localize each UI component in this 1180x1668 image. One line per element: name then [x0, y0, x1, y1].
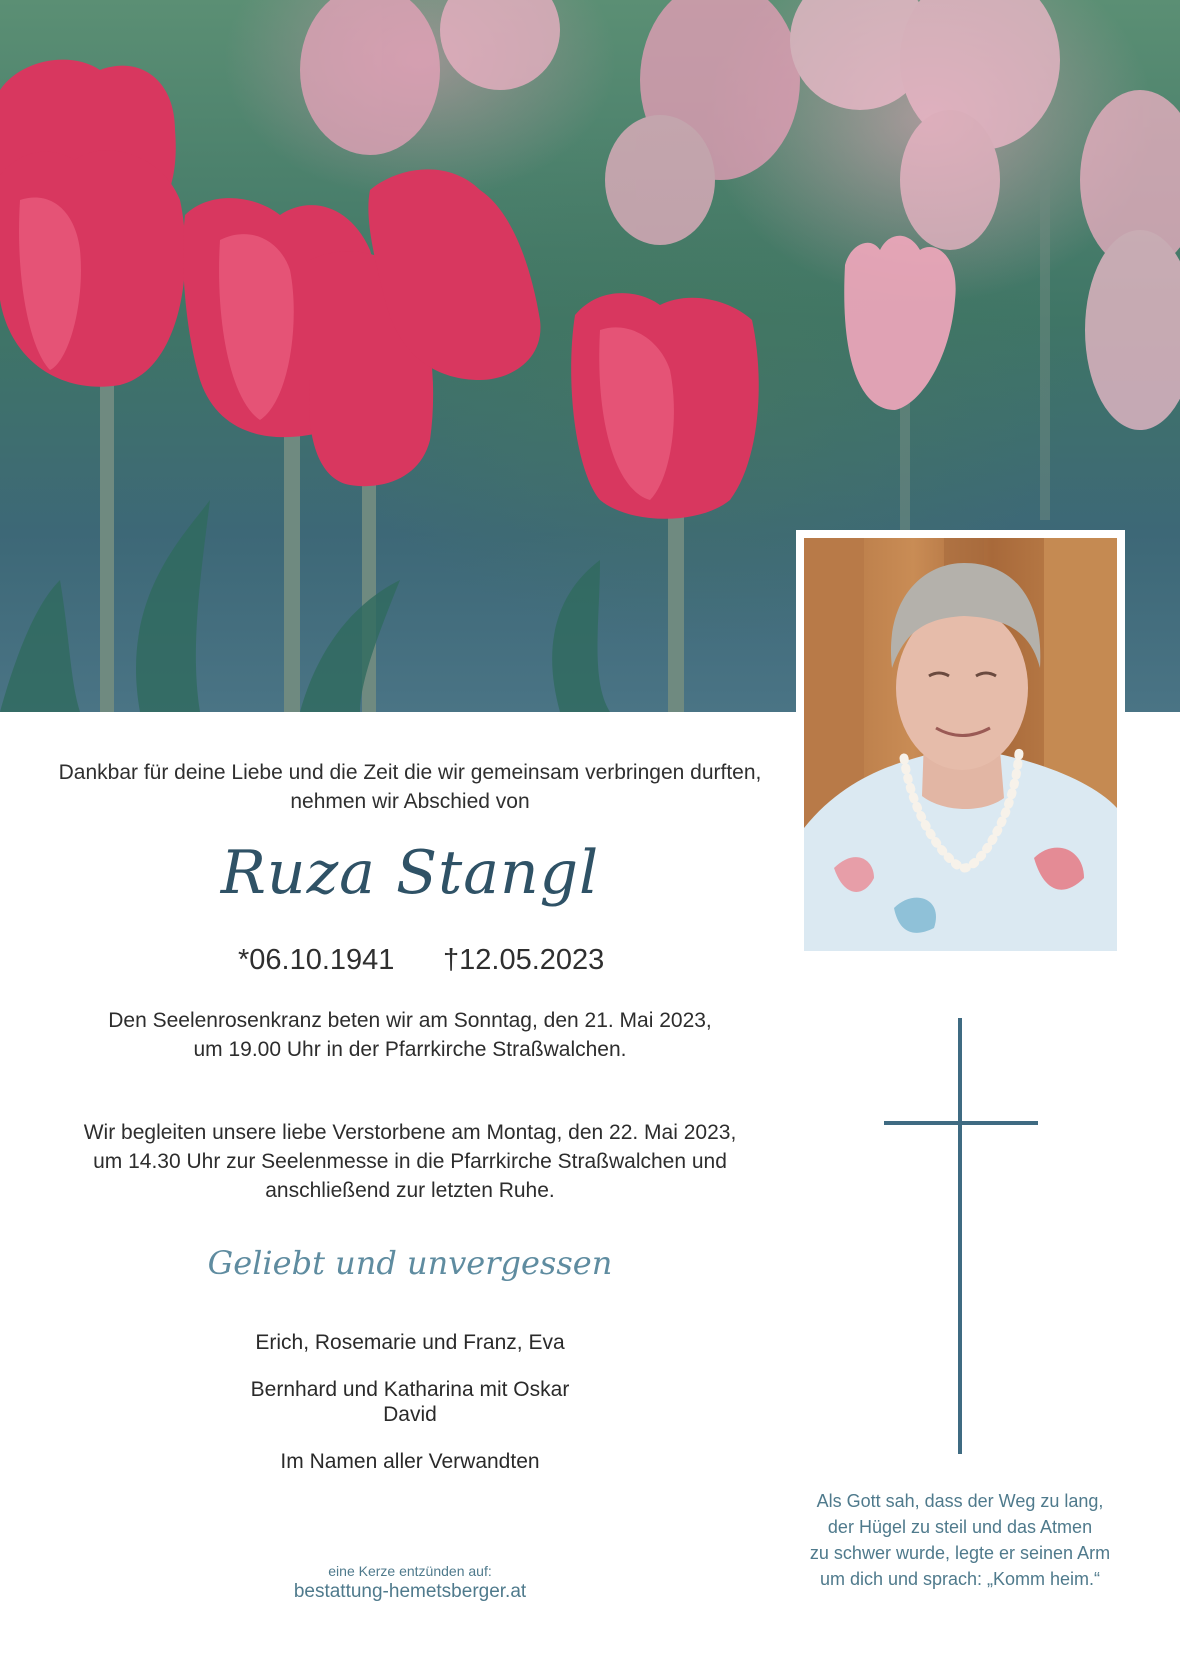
intro-text [40, 758, 780, 816]
funeral-line-3: anschließend zur letzten Ruhe. [265, 1179, 555, 1202]
birth-date: *06.10.1941 [238, 944, 395, 976]
cross-icon-vertical [958, 1018, 962, 1454]
mourner-group [110, 1449, 710, 1474]
funeral-line-1: Wir begleiten unsere liebe Verstorbene am Montag, den 22. Mai 2023, [83, 1121, 737, 1144]
life-dates [200, 944, 640, 984]
death-date: †12.05.2023 [443, 944, 605, 976]
cross-icon-horizontal [884, 1121, 1038, 1125]
mourners-list [110, 1330, 710, 1496]
mourner-group [110, 1330, 710, 1355]
mourner-line: Bernhard und Katharina mit Oskar [250, 1378, 570, 1401]
portrait-photo [804, 538, 1117, 951]
funeral-notice [40, 1118, 780, 1205]
motto: Geliebt und unvergessen [207, 1244, 613, 1282]
poem-line-3: zu schwer wurde, legte er seinen Arm [809, 1543, 1111, 1563]
poem [790, 1488, 1130, 1592]
candle-section [210, 1562, 610, 1604]
mourner-group [110, 1377, 710, 1427]
poem-line-2: der Hügel zu steil und das Atmen [827, 1517, 1093, 1537]
rosary-line-1: Den Seelenrosenkranz beten wir am Sonntag, den 21. Mai 2023, [108, 1009, 712, 1032]
portrait-frame [796, 530, 1125, 959]
mourner-line: Im Namen aller Verwandten [280, 1450, 540, 1473]
mourner-line: Erich, Rosemarie und Franz, Eva [255, 1331, 565, 1354]
intro-line-1: Dankbar für deine Liebe und die Zeit die wir gemeinsam verbringen durften, [58, 761, 762, 784]
deceased-name: Ruza Stangl [220, 838, 600, 908]
poem-line-4: um dich und sprach: „Komm heim.“ [819, 1569, 1101, 1589]
mourner-line: David [383, 1403, 437, 1426]
candle-link[interactable]: bestattung-hemetsberger.at [293, 1581, 527, 1602]
rosary-notice [40, 1006, 780, 1064]
funeral-line-2: um 14.30 Uhr zur Seelenmesse in die Pfarrkirche Straßwalchen und [93, 1150, 727, 1173]
poem-line-1: Als Gott sah, dass der Weg zu lang, [816, 1491, 1104, 1511]
candle-label: eine Kerze entzünden auf: [328, 1563, 492, 1579]
rosary-line-2: um 19.00 Uhr in der Pfarrkirche Straßwalchen. [193, 1038, 627, 1061]
intro-line-2: nehmen wir Abschied von [290, 790, 530, 813]
